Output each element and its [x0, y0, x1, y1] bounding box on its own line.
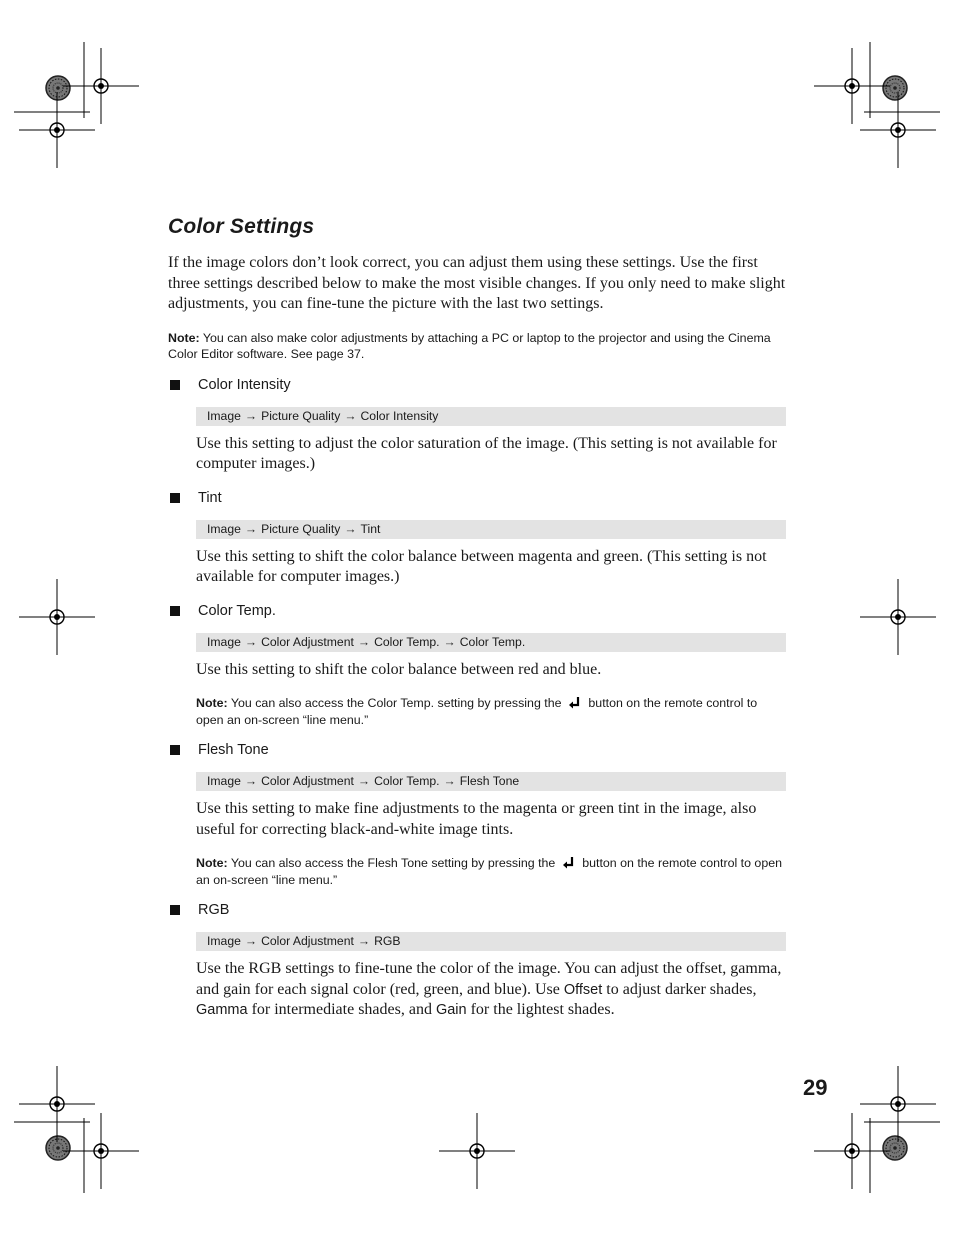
menu-path	[196, 772, 786, 791]
menu-path	[196, 520, 786, 539]
item-note	[196, 855, 786, 888]
path-step: Tint	[360, 521, 381, 536]
arrow-right-icon: →	[443, 774, 456, 788]
item-title: Flesh Tone	[198, 742, 269, 758]
item-title: Color Intensity	[198, 376, 291, 393]
desc-text: for the lightest shades.	[470, 1001, 615, 1018]
item-description: Use this setting to make fine adjustments to the magenta or green tint in the image, also useful for correcting black-and-white image tints.	[196, 800, 757, 838]
crosshair-icon	[860, 92, 936, 168]
item-description	[196, 959, 786, 1021]
crosshair-icon	[19, 579, 95, 655]
page-title: Color Settings	[168, 215, 315, 238]
enter-arrow-icon	[568, 696, 582, 710]
desc-text: for intermediate shades, and	[251, 1001, 432, 1018]
item-description: Use this setting to adjust the color saturation of the image. (This setting is not available for computer images.)	[196, 434, 777, 472]
note-label: Note:	[168, 330, 200, 345]
ui-term-gain: Gain	[435, 1002, 467, 1018]
note-text: button on the remote control to open an on-screen “line menu.”	[196, 696, 758, 727]
arrow-right-icon: →	[244, 934, 258, 948]
crosshair-icon	[814, 1113, 890, 1189]
path-step: Picture Quality	[261, 408, 341, 423]
desc-text: Use the RGB settings to fine-tune the color of the image. You can adjust the offset, gamma, and gain for each signal color (red, green, and blue). Use	[196, 960, 782, 998]
path-step: Image	[207, 634, 241, 649]
item-description: Use this setting to shift the color balance between red and blue.	[196, 660, 602, 678]
enter-arrow-icon	[562, 856, 576, 870]
desc-text: to adjust darker shades,	[606, 980, 757, 998]
path-step: Color Adjustment	[261, 634, 354, 649]
path-step: Color Adjustment	[261, 934, 354, 948]
path-step: RGB	[374, 934, 401, 948]
crosshair-icon	[63, 1113, 139, 1189]
item-note	[196, 695, 786, 728]
item-tint	[168, 490, 786, 506]
path-step: Color Temp.	[459, 634, 526, 649]
crosshair-icon	[860, 1066, 936, 1142]
note-text: You can also make color adjustments by attaching a PC or laptop to the projector and using the Cinema Color Editor software. See page 37.	[168, 330, 771, 361]
path-step: Picture Quality	[261, 521, 341, 536]
path-step: Image	[207, 521, 241, 536]
square-bullet-icon	[170, 905, 180, 915]
note-text: You can also access the Flesh Tone setting by pressing the	[230, 856, 556, 870]
crosshair-icon	[439, 1113, 515, 1189]
item-description: Use this setting to shift the color balance between magenta and green. (This setting is not available for computer images.)	[196, 547, 767, 585]
note-label: Note:	[196, 856, 228, 870]
square-bullet-icon	[170, 380, 180, 390]
note-label: Note:	[196, 696, 228, 710]
arrow-right-icon: →	[244, 774, 258, 788]
page-number: 29	[803, 1075, 828, 1100]
arrow-right-icon: →	[357, 634, 371, 649]
arrow-right-icon: →	[244, 634, 258, 649]
square-bullet-icon	[170, 745, 180, 755]
path-step: Image	[207, 408, 241, 423]
path-step: Image	[207, 934, 241, 948]
arrow-right-icon: →	[357, 774, 371, 788]
item-title: Tint	[198, 489, 222, 506]
star-mark-icon	[883, 1136, 907, 1160]
item-color-temp	[168, 603, 786, 619]
path-step: Color Intensity	[360, 408, 439, 423]
path-step: Color Temp.	[374, 634, 440, 649]
item-rgb	[168, 902, 786, 918]
arrow-right-icon: →	[357, 934, 371, 948]
item-title: Color Temp.	[198, 602, 276, 619]
page-content	[168, 215, 786, 1036]
path-step: Flesh Tone	[459, 774, 520, 788]
menu-path	[196, 932, 786, 951]
arrow-right-icon: →	[344, 521, 357, 536]
item-title: RGB	[198, 902, 230, 918]
path-step: Color Adjustment	[261, 774, 354, 788]
path-step: Image	[207, 774, 241, 788]
crosshair-icon	[63, 48, 139, 124]
menu-path	[196, 633, 786, 652]
item-color-intensity	[168, 377, 786, 393]
arrow-right-icon: →	[443, 634, 456, 649]
ui-term-offset: Offset	[563, 981, 603, 998]
note-text: button on the remote control to open an on-screen “line menu.”	[196, 856, 782, 887]
intro-paragraph: If the image colors don’t look correct, you can adjust them using these settings. Use the first three settings described below to make the most visible changes. If you only need to make slight adjustments, you can fine-tune the picture with the last two settings.	[168, 254, 786, 312]
crosshair-icon	[814, 48, 890, 124]
intro-note	[168, 330, 786, 363]
square-bullet-icon	[170, 606, 180, 616]
arrow-right-icon: →	[244, 408, 258, 423]
arrow-right-icon: →	[244, 521, 258, 536]
path-step: Color Temp.	[374, 774, 440, 788]
menu-path	[196, 407, 786, 426]
star-mark-icon	[46, 1136, 70, 1160]
note-text: You can also access the Color Temp. setting by pressing the	[230, 696, 562, 710]
arrow-right-icon: →	[344, 408, 357, 423]
star-mark-icon	[883, 76, 907, 100]
star-mark-icon	[46, 76, 70, 100]
crosshair-icon	[860, 579, 936, 655]
ui-term-gamma: Gamma	[196, 1002, 248, 1018]
item-flesh-tone	[168, 742, 786, 758]
square-bullet-icon	[170, 493, 180, 503]
